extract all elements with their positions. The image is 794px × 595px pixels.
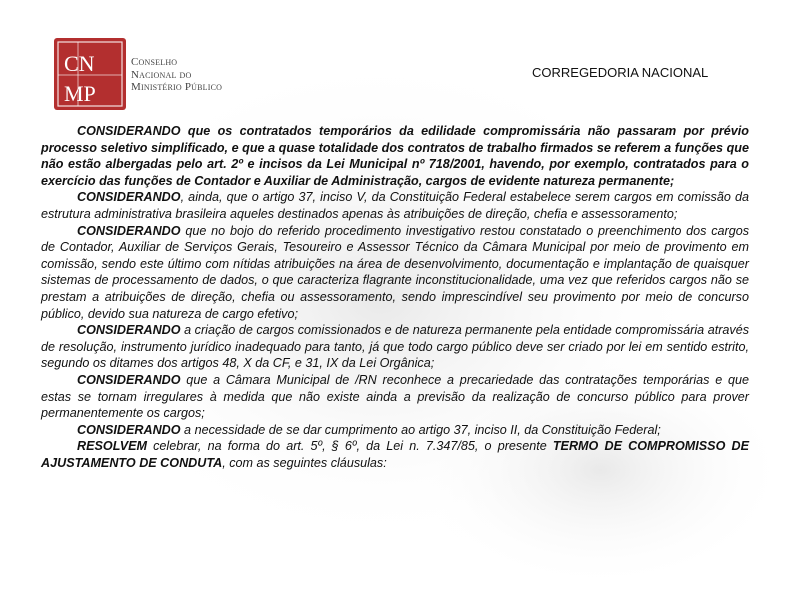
monogram-top: CN (64, 51, 95, 76)
termo-title: TERMO DE COMPROMISSO DE AJUSTAMENTO DE CONDUTA (41, 439, 749, 470)
considerando-label: CONSIDERANDO (77, 190, 181, 205)
paragraph-5 (41, 372, 749, 422)
cnmp-monogram (54, 38, 126, 110)
paragraph-5-text: que a Câmara Municipal de /RN reconhece a precariedade das contratações temporárias e que estas se tornam irregulares à medida que não existe ainda a previsão da realização de concurso público para prover permanentemente os cargos; (41, 372, 749, 421)
considerando-label: CONSIDERANDO (77, 323, 181, 338)
paragraph-2-text: , ainda, que o artigo 37, inciso V, da Constituição Federal estabelece serem cargos em comissão da estrutura administrativa brasileira aqueles destinados apenas às atribuições de direção, chefia e assessoramento; (41, 190, 749, 221)
institution-name-line-3: Ministério Público (131, 81, 223, 93)
considerando-label: CONSIDERANDO (77, 372, 181, 387)
paragraph-3 (41, 223, 749, 323)
paragraph-3-text: que no bojo do referido procedimento investigativo restou constatado o preenchimento dos cargos de Contador, Auxiliar de Serviços Gerais, Tesoureiro e Assessor Técnico da Câmara Municipal por meio de provimento em comissão, sendo este último com nítidas atribuições na área de desenvolvimento, documentação e implantação de quaisquer sistemas de processamento de dados, o que caracteriza flagrante inconstitucionalidade, uma vez que referidos cargos não se prestam a atribuições de direção, chefia ou assessoramento, sendo imprescindível seu provimento por meio de concurso público, devido sua natureza de cargo efetivo; (41, 223, 749, 321)
paragraph-1-bold: CONSIDERANDO que os contratados temporários da edilidade compromissária não passaram por prévio processo seletivo simplificado, e que a quase totalidade dos contratos de trabalho firmados se referem a funções que não estão albergadas pelo art. 2º e incisos da Lei Municipal nº 718/2001, havendo, por exemplo, contratados para o exercício das funções de Contador e Auxiliar de Administração, cargos de evidente natureza permanente; (41, 124, 749, 188)
document-body (41, 123, 749, 471)
page-header-title: CORREGEDORIA NACIONAL (532, 65, 709, 80)
paragraph-7-end: , com as seguintes cláusulas: (222, 455, 387, 470)
institution-name (131, 56, 222, 94)
considerando-label: CONSIDERANDO (77, 223, 181, 238)
monogram-bottom: MP (64, 81, 96, 106)
cnmp-logo (54, 38, 254, 112)
paragraph-4 (41, 322, 749, 372)
resolvem-label: RESOLVEM (77, 439, 147, 454)
paragraph-2 (41, 189, 749, 222)
paragraph-7-text: celebrar, na forma do art. 5º, § 6º, da Lei n. 7.347/85, o presente (146, 439, 553, 454)
institution-name-line-1: Conselho (131, 56, 178, 68)
paragraph-1 (41, 123, 749, 189)
paragraph-6 (41, 422, 749, 439)
monogram-graphic (54, 38, 126, 110)
institution-name-line-2: Nacional do (131, 68, 192, 81)
considerando-label: CONSIDERANDO (77, 422, 181, 437)
paragraph-6-text: a necessidade de se dar cumprimento ao artigo 37, inciso II, da Constituição Federal; (180, 422, 661, 437)
paragraph-7 (41, 438, 749, 471)
paragraph-4-text: a criação de cargos comissionados e de natureza permanente pela entidade compromissária através de resolução, instrumento jurídico inadequado para tanto, já que todo cargo público deve ser criado por lei em sentido estrito, segundo os ditames dos artigos 48, X da CF, e 31, IX da Lei Orgânica; (41, 323, 749, 371)
